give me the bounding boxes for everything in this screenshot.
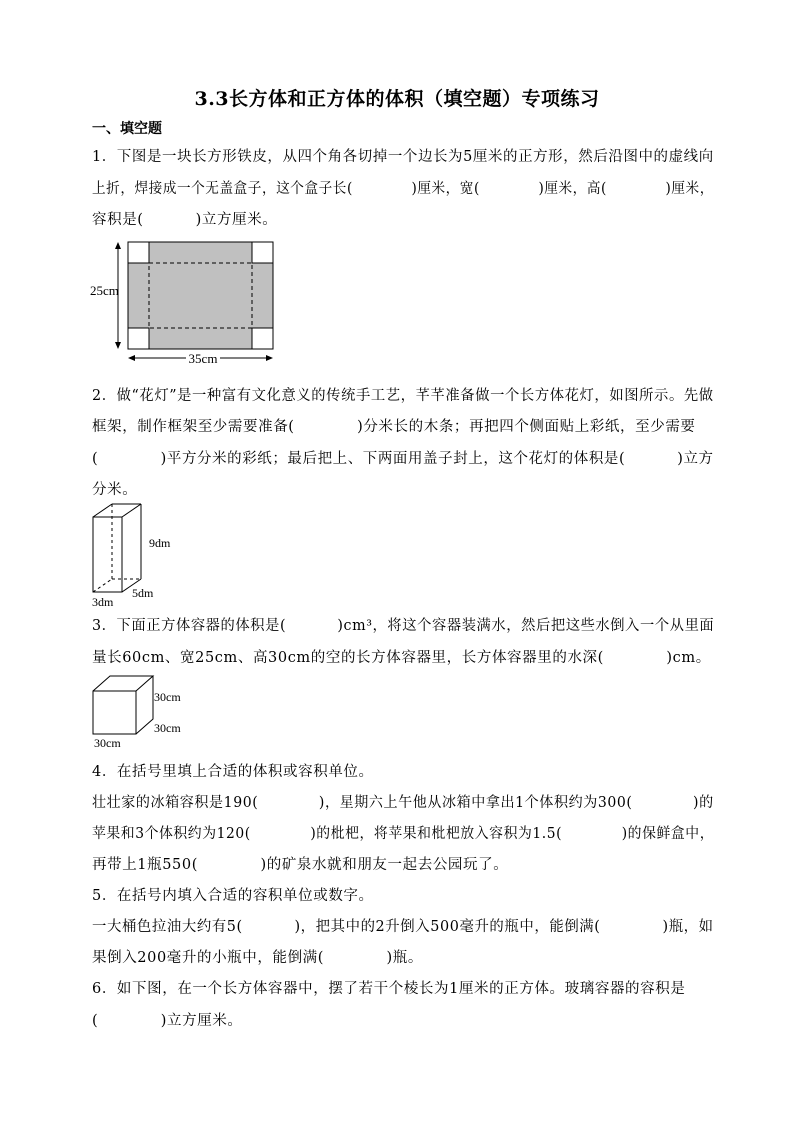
q1-line-1: 1．下图是一块长方形铁皮，从四个角各切掉一个边长为5厘米的正方形，然后沿图中的虚线向 xyxy=(92,149,714,165)
q4-line-4: 再带上1瓶550( )的矿泉水就和朋友一起去公园玩了。 xyxy=(92,857,509,873)
q1-side-label: 25cm xyxy=(90,283,119,298)
q4-line-1: 4．在括号里填上合适的体积或容积单位。 xyxy=(92,764,374,780)
q1-line-2: 上折，焊接成一个无盖盒子，这个盒子长( )厘米，宽( )厘米，高( )厘米， xyxy=(92,181,714,197)
q3-height-label: 30cm xyxy=(154,690,181,704)
q2-line-1: 2．做“花灯”是一种富有文化意义的传统手工艺，芊芊准备做一个长方体花灯，如图所示。先做 xyxy=(92,388,714,404)
q4-line-3: 苹果和3个体积约为120( )的枇杷，将苹果和枇杷放入容积为1.5( )的保鲜盒中， xyxy=(92,826,715,842)
page-title: 3.3长方体和正方体的体积（填空题）专项练习 xyxy=(194,88,600,110)
q1-sheet-figure xyxy=(88,238,288,368)
q1-bottom-label: 35cm xyxy=(188,351,218,366)
q2-width-label: 3dm xyxy=(92,595,114,609)
sheet-outline xyxy=(128,242,273,349)
q5-line-3: 果倒入200毫升的小瓶中，能倒满( )瓶。 xyxy=(92,950,423,966)
q2-height-label: 9dm xyxy=(149,536,171,550)
q3-depth-label: 30cm xyxy=(154,721,181,735)
q6-line-1: 6．如下图，在一个长方体容器中，摆了若干个棱长为1厘米的正方体。玻璃容器的容积是 xyxy=(92,981,686,997)
section-heading: 一、填空题 xyxy=(92,121,162,137)
q2-line-3: ( )平方分米的彩纸；最后把上、下两面用盖子封上，这个花灯的体积是( )立方 xyxy=(92,451,714,467)
q3-line-2: 量长60cm、宽25cm、高30cm的空的长方体容器里，长方体容器里的水深( )cm。 xyxy=(92,650,711,666)
q3-line-1: 3．下面正方体容器的体积是( )cm³，将这个容器装满水，然后把这些水倒入一个从里面 xyxy=(92,618,715,634)
q3-cube-figure xyxy=(88,672,198,750)
corner-square-top-left xyxy=(128,242,149,263)
corner-square-bottom-right xyxy=(252,328,273,349)
q6-line-2: ( )立方厘米。 xyxy=(92,1013,243,1029)
corner-square-top-right xyxy=(252,242,273,263)
corner-square-bottom-left xyxy=(128,328,149,349)
q2-length-label: 5dm xyxy=(132,586,154,600)
q4-line-2: 壮壮家的冰箱容积是190( )，星期六上午他从冰箱中拿出1个体积约为300( )的 xyxy=(92,795,714,811)
q2-line-2: 框架，制作框架至少需要准备( )分米长的木条；再把四个侧面贴上彩纸，至少需要 xyxy=(92,419,696,435)
q5-line-1: 5．在括号内填入合适的容积单位或数字。 xyxy=(92,888,374,904)
q1-line-3: 容积是( )立方厘米。 xyxy=(92,212,278,228)
q2-lantern-cuboid-figure xyxy=(88,500,198,610)
q2-line-4: 分米。 xyxy=(92,482,138,498)
q3-width-label: 30cm xyxy=(94,736,121,750)
q5-line-2: 一大桶色拉油大约有5( )，把其中的2升倒入500毫升的瓶中，能倒满( )瓶，如 xyxy=(92,919,714,935)
